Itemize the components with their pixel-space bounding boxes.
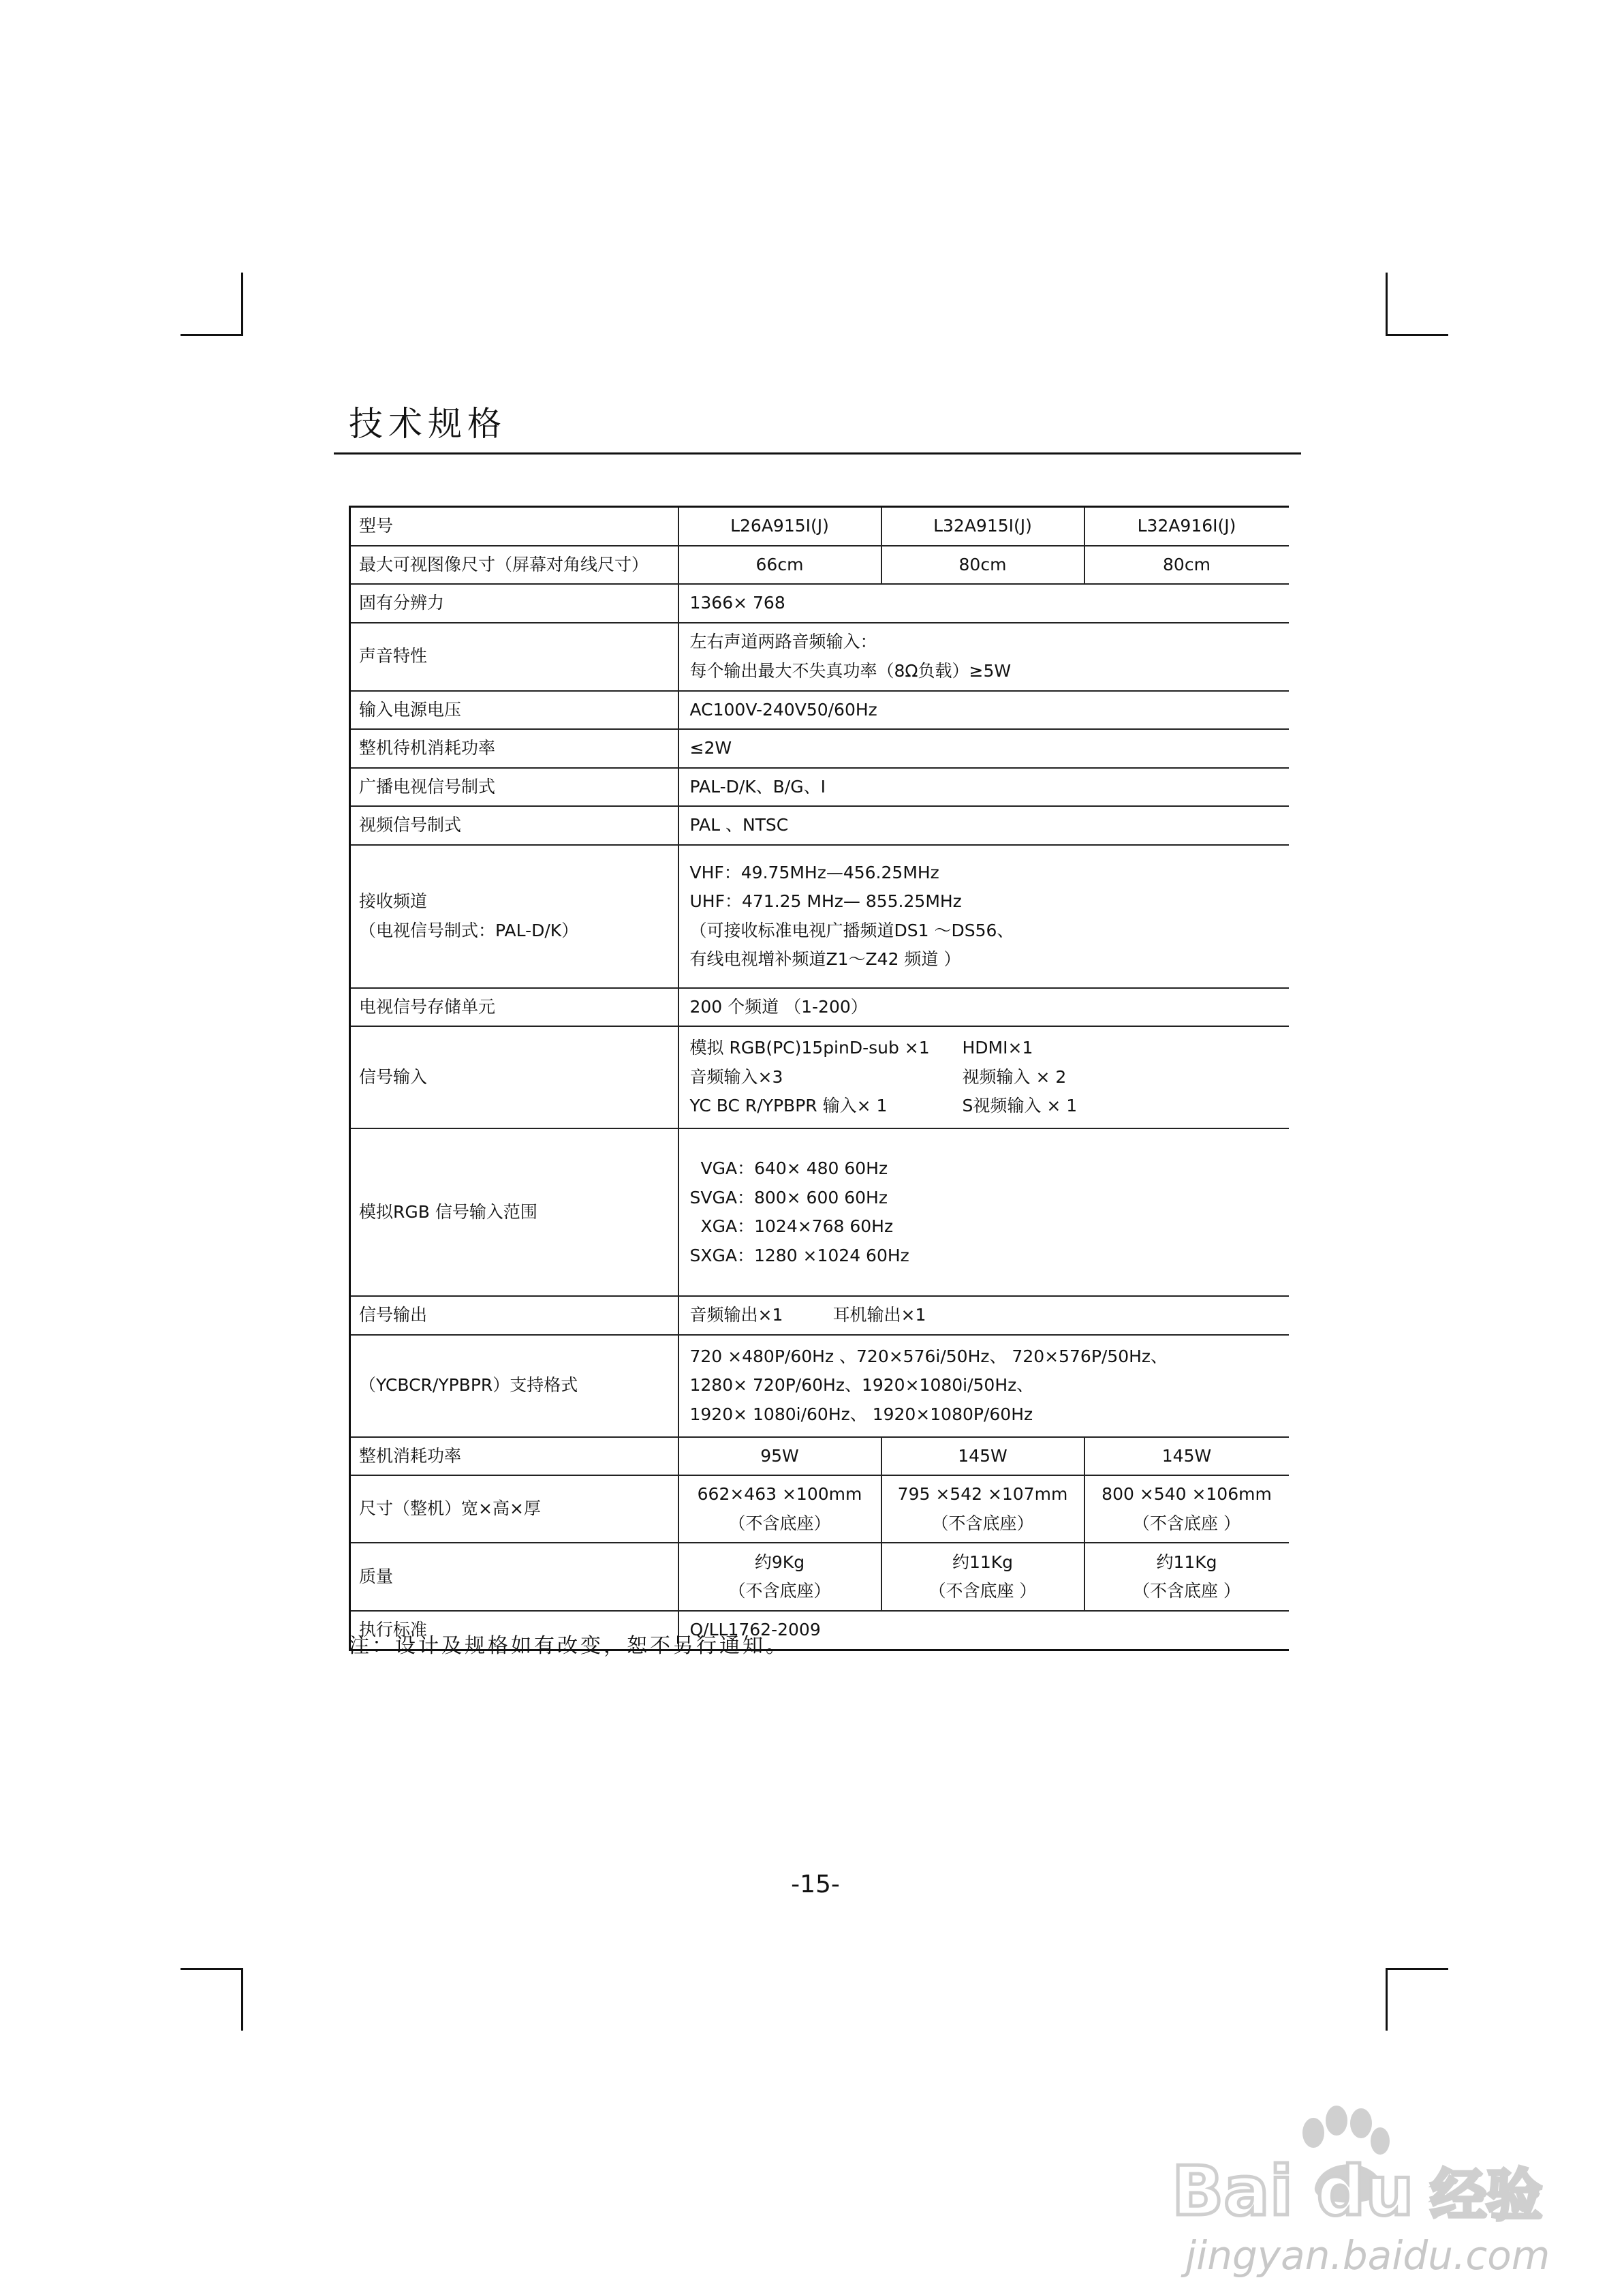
dimensions-note: （不含底座）	[728, 1513, 831, 1533]
standard-value: Q/LL1762-2009	[678, 1611, 1289, 1650]
power-consumption-2: 145W	[881, 1437, 1084, 1476]
sound-line-2: 每个输出最大不失真功率（8Ω负载）≥5W	[689, 660, 1012, 681]
weight-3	[1084, 1543, 1289, 1611]
model-value-3: L32A916I(J)	[1084, 507, 1289, 546]
table-row-broadcast-system	[350, 768, 1289, 807]
weight-note: （不含底座）	[728, 1581, 831, 1601]
power-consumption-3: 145W	[1084, 1437, 1289, 1476]
row-label: 声音特性	[350, 623, 678, 691]
channels-label-line-2: （电视信号制式：PAL-D/K）	[359, 920, 579, 940]
row-label: 模拟RGB 信号输入范围	[350, 1128, 678, 1296]
channels-line-2: UHF：471.25 MHz— 855.25MHz	[689, 891, 962, 911]
watermark-url: jingyan.baidu.com	[1185, 2232, 1550, 2279]
weight-value: 约11Kg	[1156, 1552, 1217, 1572]
signal-input-item: 视频输入 × 2	[962, 1066, 1067, 1087]
formats-line: 720 ×480P/60Hz 、720×576i/50Hz、 720×576P/50Hz、	[689, 1346, 1168, 1366]
crop-mark-top-left-v	[241, 273, 243, 335]
signal-input-item: 模拟 RGB(PC)15pinD-sub ×1	[689, 1038, 930, 1058]
weight-value: 约9Kg	[754, 1552, 805, 1572]
crop-mark-bottom-right-v	[1386, 1968, 1388, 2031]
sound-line-1: 左右声道两路音频输入：	[689, 632, 877, 651]
table-row-power-input	[350, 691, 1289, 730]
crop-mark-bottom-left-h	[181, 1968, 243, 1970]
signal-input-item: S视频输入 × 1	[962, 1096, 1078, 1116]
table-row-weight	[350, 1543, 1289, 1611]
power-input-value: AC100V-240V50/60Hz	[678, 691, 1289, 730]
screen-size-3: 80cm	[1084, 546, 1289, 585]
channels-line-3: （可接收标准电视广播频道DS1 ～DS56、	[689, 920, 1014, 940]
channels-label-line-1: 接收频道	[359, 891, 428, 911]
row-label: 广播电视信号制式	[350, 768, 678, 807]
channels-value	[678, 845, 1289, 988]
signal-input-item: 音频输入×3	[689, 1066, 783, 1087]
dimensions-2	[881, 1475, 1084, 1543]
row-label: 电视信号存储单元	[350, 988, 678, 1027]
table-row-signal-input	[350, 1026, 1289, 1128]
signal-input-item: YC BC R/YPBPR 输入× 1	[689, 1096, 888, 1116]
dimensions-1	[678, 1475, 881, 1543]
watermark-brand: Bai du	[1172, 2151, 1414, 2231]
table-row-signal-output	[350, 1296, 1289, 1335]
signal-input-line-1	[690, 1034, 1278, 1063]
crop-mark-bottom-left-v	[241, 1968, 243, 2031]
weight-note: （不含底座 ）	[928, 1581, 1037, 1601]
signal-input-item: HDMI×1	[962, 1038, 1033, 1058]
screen-size-1: 66cm	[678, 546, 881, 585]
table-row-power-consumption	[350, 1437, 1289, 1476]
rgb-range-line: SVGA：800× 600 60Hz	[689, 1187, 888, 1207]
table-row-channels	[350, 845, 1289, 988]
row-label: 执行标准	[350, 1611, 678, 1650]
rgb-range-line: XGA：1024×768 60Hz	[700, 1216, 894, 1236]
row-label: 整机待机消耗功率	[350, 729, 678, 768]
rgb-range-value	[678, 1128, 1289, 1296]
weight-2	[881, 1543, 1084, 1611]
row-label: 整机消耗功率	[350, 1437, 678, 1476]
standby-power-value: ≤2W	[678, 729, 1289, 768]
channels-line-1: VHF：49.75MHz—456.25MHz	[689, 862, 939, 882]
sound-value	[678, 623, 1289, 691]
broadcast-system-value: PAL-D/K、B/G、I	[678, 768, 1289, 807]
row-label: 固有分辨力	[350, 584, 678, 623]
signal-output-value	[678, 1296, 1289, 1335]
table-row-standby-power	[350, 729, 1289, 768]
table-row-formats	[350, 1335, 1289, 1437]
row-label: 最大可视图像尺寸（屏幕对角线尺寸）	[350, 546, 678, 585]
crop-mark-top-right-h	[1386, 334, 1448, 336]
dimensions-note: （不含底座）	[931, 1513, 1034, 1533]
channels-line-4: 有线电视增补频道Z1～Z42 频道 ）	[689, 949, 961, 969]
table-row-model	[350, 507, 1289, 546]
disclaimer-note: 注：设计及规格如有改变，恕不另行通知。	[349, 1634, 789, 1658]
table-row-rgb-range	[350, 1128, 1289, 1296]
table-row-dimensions	[350, 1475, 1289, 1543]
resolution-value: 1366× 768	[678, 584, 1289, 623]
row-label: 输入电源电压	[350, 691, 678, 730]
crop-mark-top-left-h	[181, 334, 243, 336]
table-row-screen-size	[350, 546, 1289, 585]
video-system-value: PAL 、NTSC	[678, 806, 1289, 845]
dimensions-value: 662×463 ×100mm	[697, 1484, 862, 1504]
crop-mark-top-right-v	[1386, 273, 1388, 335]
crop-mark-bottom-right-h	[1386, 1968, 1448, 1970]
weight-note: （不含底座 ）	[1133, 1581, 1240, 1601]
table-row-sound	[350, 623, 1289, 691]
weight-value: 约11Kg	[952, 1552, 1014, 1572]
row-label: 型号	[350, 507, 678, 546]
formats-line: 1280× 720P/60Hz、1920×1080i/50Hz、	[689, 1375, 1034, 1396]
baidu-jingyan-watermark	[1158, 2085, 1553, 2290]
signal-input-line-2	[690, 1063, 1278, 1092]
storage-value: 200 个频道 （1-200）	[678, 988, 1289, 1027]
row-label: 质量	[350, 1543, 678, 1611]
channels-label	[350, 845, 678, 988]
model-value-2: L32A915I(J)	[881, 507, 1084, 546]
table-row-resolution	[350, 584, 1289, 623]
signal-output-item: 耳机输出×1	[832, 1305, 926, 1325]
dimensions-3	[1084, 1475, 1289, 1543]
row-label: 信号输出	[350, 1296, 678, 1335]
spec-table	[349, 506, 1289, 1651]
rgb-range-line: VGA：640× 480 60Hz	[700, 1158, 888, 1178]
title-rule	[334, 452, 1301, 455]
power-consumption-1: 95W	[678, 1437, 881, 1476]
formats-line: 1920× 1080i/60Hz、 1920×1080P/60Hz	[689, 1404, 1033, 1424]
row-label: 信号输入	[350, 1026, 678, 1128]
table-row-storage	[350, 988, 1289, 1027]
row-label: 视频信号制式	[350, 806, 678, 845]
weight-1	[678, 1543, 881, 1611]
signal-input-value	[678, 1026, 1289, 1128]
signal-input-line-3	[690, 1092, 1278, 1121]
formats-value	[678, 1335, 1289, 1437]
table-row-video-system	[350, 806, 1289, 845]
page-number: -15-	[791, 1870, 840, 1898]
rgb-range-line: SXGA：1280 ×1024 60Hz	[689, 1245, 909, 1265]
dimensions-note: （不含底座 ）	[1133, 1513, 1240, 1533]
page-title: 技术规格	[349, 404, 507, 444]
signal-output-item: 音频输出×1	[689, 1305, 783, 1325]
model-value-1: L26A915I(J)	[678, 507, 881, 546]
dimensions-value: 800 ×540 ×106mm	[1102, 1484, 1272, 1504]
row-label: （YCBCR/YPBPR）支持格式	[350, 1335, 678, 1437]
watermark-suffix: 经验	[1431, 2163, 1543, 2228]
row-label: 尺寸（整机）宽×高×厚	[350, 1475, 678, 1543]
dimensions-value: 795 ×542 ×107mm	[897, 1484, 1068, 1504]
screen-size-2: 80cm	[881, 546, 1084, 585]
